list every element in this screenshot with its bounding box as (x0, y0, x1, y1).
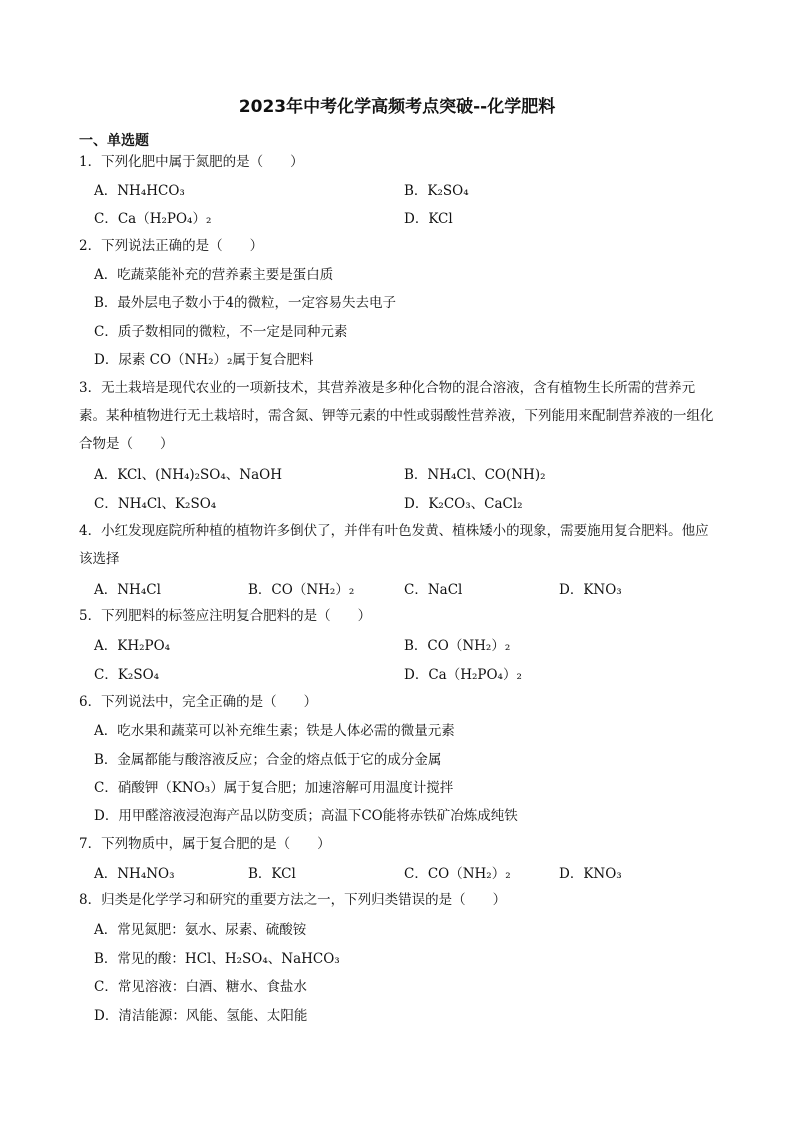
question-2-stem: 2．下列说法正确的是（ ） (79, 238, 264, 254)
question-8-option-b: B．常见的酸：HCl、H₂SO₄、NaHCO₃ (94, 951, 340, 967)
question-7-option-b: B．KCl (248, 866, 296, 882)
question-3-option-c: C．NH₄Cl、K₂SO₄ (94, 496, 217, 512)
section-heading: 一、单选题 (79, 133, 149, 149)
question-3-option-b: B．NH₄Cl、CO(NH)₂ (404, 467, 546, 483)
question-8-option-a: A．常见氮肥：氨水、尿素、硫酸铵 (94, 922, 307, 938)
question-2-option-d: D．尿素 CO（NH₂）₂属于复合肥料 (94, 352, 314, 368)
question-1-option-d: D．KCl (404, 211, 453, 227)
question-2-option-a: A．吃蔬菜能补充的营养素主要是蛋白质 (94, 267, 334, 283)
question-7-option-a: A．NH₄NO₃ (94, 866, 175, 882)
question-1-stem: 1．下列化肥中属于氮肥的是（ ） (79, 154, 304, 170)
question-7-option-c: C．CO（NH₂）₂ (404, 866, 511, 882)
question-4-option-a: A．NH₄Cl (94, 582, 161, 598)
question-1-option-c: C．Ca（H₂PO₄）₂ (94, 211, 212, 227)
page-title: 2023年中考化学高频考点突破--化学肥料 (238, 97, 556, 117)
question-4-option-d: D．KNO₃ (559, 582, 622, 598)
question-3-option-d: D．K₂CO₃、CaCl₂ (404, 496, 523, 512)
question-5-option-d: D．Ca（H₂PO₄）₂ (404, 667, 522, 683)
question-2-option-b: B．最外层电子数小于4的微粒，一定容易失去电子 (94, 295, 397, 311)
question-6-option-a: A．吃水果和蔬菜可以补充维生素；铁是人体必需的微量元素 (94, 723, 455, 739)
question-1-option-a: A．NH₄HCO₃ (94, 183, 185, 199)
question-3-option-a: A．KCl、(NH₄)₂SO₄、NaOH (94, 467, 282, 483)
question-4-option-c: C．NaCl (404, 582, 463, 598)
question-6-option-b: B．金属都能与酸溶液反应；合金的熔点低于它的成分金属 (94, 752, 442, 768)
question-8-option-d: D．清洁能源：风能、氢能、太阳能 (94, 1008, 308, 1024)
question-7-stem: 7．下列物质中，属于复合肥的是（ ） (79, 836, 331, 852)
question-1-option-b: B．K₂SO₄ (404, 183, 469, 199)
question-7-option-d: D．KNO₃ (559, 866, 622, 882)
question-3-stem: 3．无土栽培是现代农业的一项新技术，其营养液是多种化合物的混合溶液，含有植物生长所需的营养元素。某种植物进行无土栽培时，需含氮、钾等元素的中性或弱酸性营养液，下列能用来配制营养液的一组化合物是（ ） (79, 380, 714, 452)
question-6-option-c: C．硝酸钾（KNO₃）属于复合肥；加速溶解可用温度计搅拌 (94, 780, 454, 796)
question-6-option-d: D．用甲醛溶液浸泡海产品以防变质；高温下CO能将赤铁矿冶炼成纯铁 (94, 808, 518, 824)
question-4-stem: 4．小红发现庭院所种植的植物许多倒伏了，并伴有叶色发黄、植株矮小的现象，需要施用复合肥料。他应该选择 (79, 523, 709, 567)
question-8-stem: 8．归类是化学学习和研究的重要方法之一，下列归类错误的是（ ） (79, 892, 507, 908)
question-5-option-c: C．K₂SO₄ (94, 667, 160, 683)
question-4-option-b: B．CO（NH₂）₂ (248, 582, 355, 598)
question-5-option-a: A．KH₂PO₄ (94, 638, 171, 654)
question-8-option-c: C．常见溶液：白酒、糖水、食盐水 (94, 979, 307, 995)
question-2-option-c: C．质子数相同的微粒，不一定是同种元素 (94, 324, 348, 340)
question-5-option-b: B．CO（NH₂）₂ (404, 638, 511, 654)
question-6-stem: 6．下列说法中，完全正确的是（ ） (79, 694, 318, 710)
question-5-stem: 5．下列肥料的标签应注明复合肥料的是（ ） (79, 608, 372, 624)
